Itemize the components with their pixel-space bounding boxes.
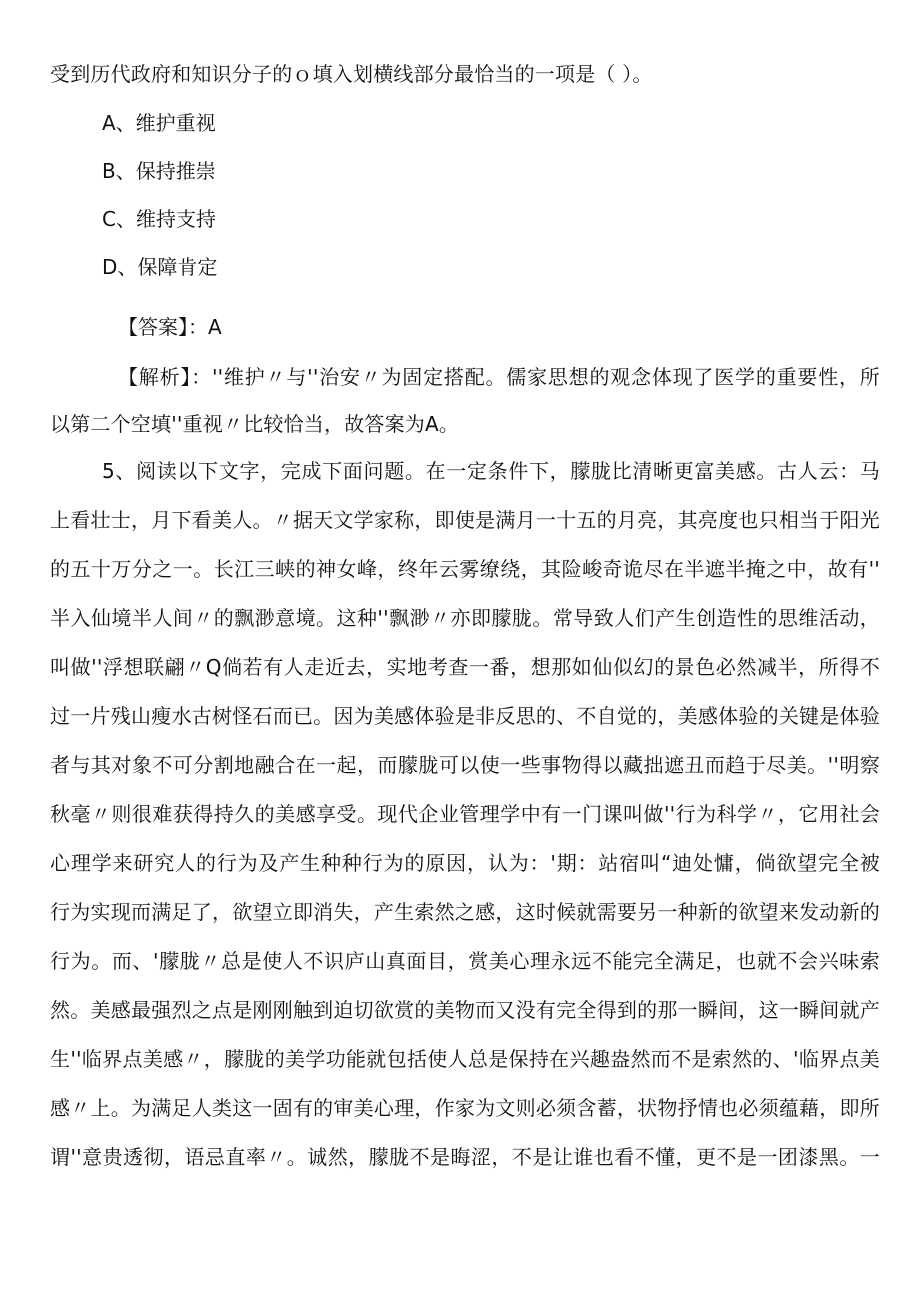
- passage-line: 过一片残山瘦水古树怪石而已。因为美感体验是非反思的、不自觉的，美感体验的关键是体验: [50, 704, 880, 728]
- analysis-line: 【解析】：''维护〃与''治安〃为固定搭配。儒家思想的观念体现了医学的重要性，所: [118, 365, 880, 389]
- question-stem-tail: 受到历代政府和知识分子的ｏ填入划横线部分最恰当的一项是（ ）。: [50, 62, 653, 86]
- analysis-line: 以第二个空填''重视〃比较恰当，故答案为A。: [50, 412, 460, 436]
- passage-line: 谓''意贵透彻，语忌直率〃。诚然，朦胧不是晦涩，不是让谁也看不懂，更不是一团漆黑。一: [50, 1145, 880, 1169]
- passage-line: 然。美感最强烈之点是刚刚触到迫切欲赏的美物而又没有完全得到的那一瞬间，这一瞬间就产: [50, 998, 880, 1022]
- passage-line: 者与其对象不可分割地融合在一起，而朦胧可以使一些事物得以藏拙遮丑而趋于尽美。''明察: [50, 753, 880, 777]
- passage-line: 秋毫〃则很难获得持久的美感享受。现代企业管理学中有一门课叫做''行为科学〃，它用社会: [50, 802, 880, 826]
- answer-line: 【答案】：A: [118, 315, 222, 339]
- passage-line: 生''临界点美感〃，朦胧的美学功能就包括使人总是保持在兴趣盎然而不是索然的、'临界点美: [50, 1047, 880, 1071]
- passage-line: 半入仙境半人间〃的飘渺意境。这种''飘渺〃亦即朦胧。常导致人们产生创造性的思维活动，: [50, 606, 880, 630]
- passage-line: 的五十万分之一。长江三峡的神女峰，终年云雾缭绕，其险峻奇诡尽在半遮半掩之中，故有'': [50, 557, 880, 581]
- passage-line: 叫做''浮想联翩〃Q倘若有人走近去，实地考查一番，想那如仙似幻的景色必然减半，所得不: [50, 655, 880, 679]
- option-d: D、保障肯定: [102, 255, 218, 279]
- passage-line: 行为实现而满足了，欲望立即消失，产生索然之感，这时候就需要另一种新的欲望来发动新的: [50, 900, 880, 924]
- passage-line: 心理学来研究人的行为及产生种种行为的原因，认为：'期：站宿叫“迪处慵，倘欲望完全被: [50, 851, 880, 875]
- option-c: C、维持支持: [102, 207, 216, 231]
- option-b: B、保持推崇: [102, 159, 216, 183]
- option-a: A、维护重视: [102, 111, 216, 135]
- passage-line: 5、阅读以下文字，完成下面问题。在一定条件下，朦胧比清晰更富美感。古人云：马: [102, 459, 880, 483]
- passage-line: 感〃上。为满足人类这一固有的审美心理，作家为文则必须含蓄，状物抒情也必须蕴藉，即所: [50, 1096, 880, 1120]
- passage-line: 行为。而、'朦胧〃总是使人不识庐山真面目，赏美心理永远不能完全满足，也就不会兴味索: [50, 949, 880, 973]
- passage-line: 上看壮士，月下看美人。〃据天文学家称，即使是满月一十五的月亮，其亮度也只相当于阳光: [50, 508, 880, 532]
